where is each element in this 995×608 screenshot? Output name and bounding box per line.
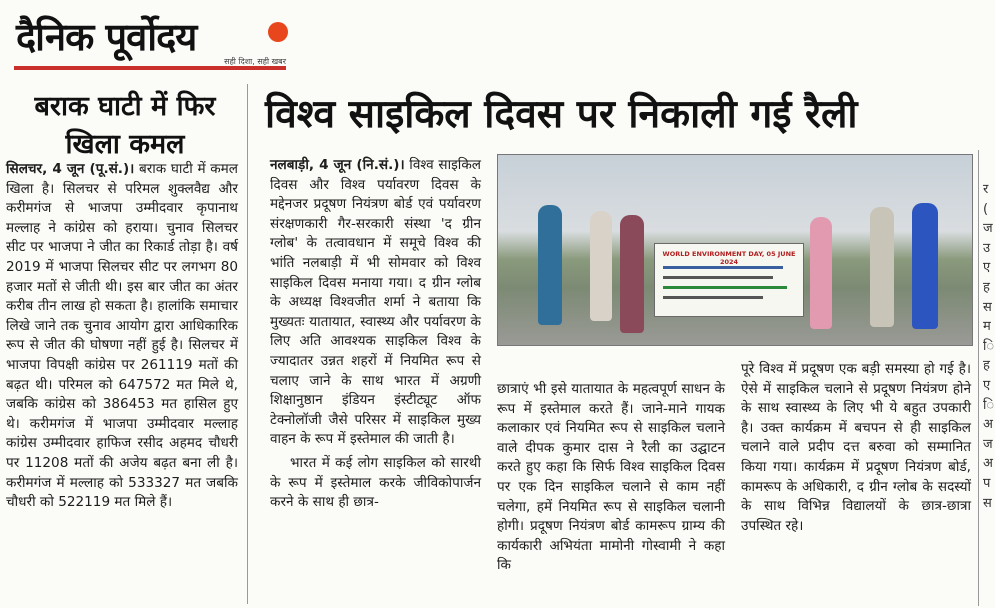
masthead-title: दैनिक पूर्वोदय [16,15,197,59]
right-column-divider [978,150,979,606]
banner-line [663,266,783,269]
left-story-dateline: सिलचर, 4 जून (पू.सं.)। [6,161,135,177]
banner-line [663,286,787,289]
main-story-column-1 [270,156,481,513]
cropped-edge-column: र ( ज उ ए ह स म ि ह ए ि अ ज अ प स [983,182,995,511]
banner-line [663,296,763,299]
banner-title: WORLD ENVIRONMENT DAY, 05 JUNE 2024 [662,250,796,266]
column-divider [247,84,248,604]
masthead-logo-dot [268,22,288,42]
left-story-text: बराक घाटी में कमल खिला है। सिलचर से परिमल शुक्लवैद्य और करीमगंज से भाजपा उम्मीदवार कृपानाथ मल्लाह ने कांग्रेस को हराया। चुनाव सिलचर सीट पर भाजपा ने जीत का रिकार्ड तोड़ा है। वर्ष 2019 में भाजपा सिलचर सीट पर लगभग 80 हजार मतों से जीती थी। इस बार जीत का अंतर करीब तीन लाख हो सकता है। हालांकि समाचार लिखे जाने तक चुनाव आयोग द्वारा आधिकारिक रूप से जीत की घोषणा नहीं हुई है। सिलचर में भाजपा विपक्षी कांग्रेस पर 261119 मतों की बढ़त थी। परिमल को 647572 मत मिले थे, जबकि कांग्रेस को 386453 मत हासिल हुए थे। करीमगंज में भाजपा उम्मीदवार मल्लाह कांग्रेस उम्मीदवार हाफिज रसीद अहमद चौधरी पर 11208 मतों की अजेय बढ़त बना ली है। करीमगंज में मल्लाह को 533327 मत जबकि चौधरी को 522119 मत मिले हैं। [6,161,238,511]
main-story-col1-para2: भारत में कई लोग साइकिल को सारथी के रूप में इस्तेमाल करके जीविकोपार्जन करने के साथ ही छात्र- [270,454,481,511]
main-story-headline: विश्व साइकिल दिवस पर निकाली गई रैली [265,92,858,137]
photo-person [620,215,644,333]
masthead [14,8,286,68]
left-story-headline: बराक घाटी में फिर खिला कमल [34,91,216,160]
photo-person [912,203,938,329]
main-story-col2-text: छात्राएं भी इसे यातायात के महत्वपूर्ण साधन के रूप में इस्तेमाल करते हैं। जाने-माने गायक कलाकार एवं नियमित रूप से साइकिल चलाने वाले दीपक कुमार दास ने रैली का उद्घाटन करते हुए कहा कि सिर्फ विश्व साइकिल दिवस पर एक दिन साइकिल चलाने से काम नहीं चलेगा, हमें नियमित रूप से साइकिल चलानी होगी। प्रदूषण नियंत्रण बोर्ड कामरूप ग्राम्य की कार्यकारी अभियंता मामोनी गोस्वामी ने कहा कि [497,381,725,574]
photo-person [590,211,612,321]
photo-banner [654,243,804,317]
main-story-dateline: नलबाड़ी, 4 जून (नि.सं.)। [270,157,405,173]
main-story-col1-text: विश्व साइकिल दिवस और विश्व पर्यावरण दिवस के मद्देनजर प्रदूषण नियंत्रण बोर्ड एवं पर्यावरण संरक्षणकारी गैर-सरकारी संस्था 'द ग्रीन ग्लोब' के तत्वावधान में समूचे विश्व की भांति नलबाड़ी में भी सोमवार को विश्व साइकिल दिवस मनाया गया। द ग्रीन ग्लोब के अध्यक्ष विश्वजीत शर्मा ने बताया कि मुख्यतः यातायात, स्वास्थ्य और पर्यावरण के लिए अति आवश्यक साइकिल विश्व के ज्यादातर उन्नत शहरों में नियमित रूप से चलाए जाने के साथ भारत में अग्रणी शिक्षानुष्ठान इंडियन इंस्टीट्यूट ऑफ टेक्नोलॉजी जैसे परिसर में साइकिल मुख्य वाहन के रूप में इस्तेमाल की जाती है। [270,157,481,448]
main-story-col3-text: पूरे विश्व में प्रदूषण एक बड़ी समस्या हो गई है। ऐसे में साइकिल चलाने से प्रदूषण नियंत्रण होने के साथ स्वास्थ्य के लिए भी ये बहुत उपकारी है। उक्त कार्यक्रम में बचपन से ही साइकिल चलाने वाले प्रदीप दत्त बरुवा को सम्मानित किया गया। कार्यक्रम में प्रदूषण नियंत्रण बोर्ड, कामरूप के अधिकारी, द ग्रीन ग्लोब के सदस्यों के साथ विभिन्न विद्यालयों के छात्र-छात्रा उपस्थित रहे। [741,361,971,534]
main-story-column-3 [741,360,971,536]
masthead-tagline: सही दिशा, सही खबर [224,57,286,66]
photo-person [810,217,832,329]
banner-line [663,276,773,279]
rally-photo [497,154,973,346]
main-story-column-2 [497,380,725,576]
photo-person [870,207,894,327]
photo-person [538,205,562,325]
left-story-body [6,160,238,513]
